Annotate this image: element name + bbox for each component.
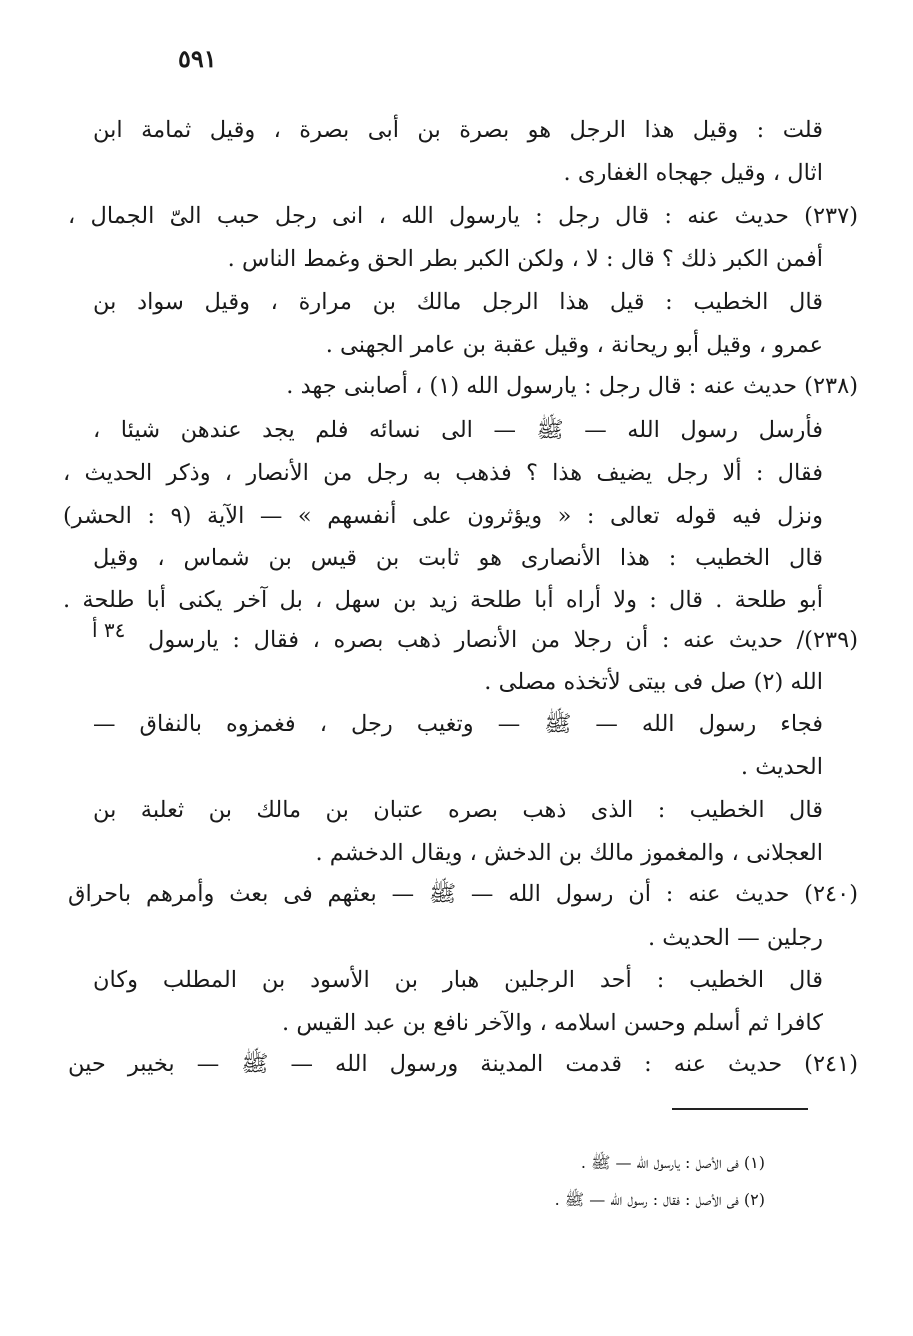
footnote-divider xyxy=(672,1108,808,1110)
text-line: الحديث . xyxy=(740,754,823,780)
text-line: فأرسل رسول الله — ﷺ — الى نسائه فلم يجد عندهن شيئا ، xyxy=(93,417,823,443)
text-line: (٢٤٠) حديث عنه : أن رسول الله — ﷺ — بعثهم فى بعث وأمرهم باحراق xyxy=(68,881,858,907)
text-line: ونزل فيه قوله تعالى : « ويؤثرون على أنفسهم » — الآية (٩ : الحشر) xyxy=(63,503,823,529)
text-line: فجاء رسول الله — ﷺ — وتغيب رجل ، فغمزوه بالنفاق — xyxy=(93,711,823,737)
margin-folio-note: ٣٤ أ xyxy=(92,618,126,642)
text-line: (٢٣٧) حديث عنه : قال رجل : يارسول الله ، انى رجل حبب الىّ الجمال ، xyxy=(68,203,858,229)
text-line: (٢٣٩)/ حديث عنه : أن رجلا من الأنصار ذهب بصره ، فقال : يارسول xyxy=(148,627,858,653)
text-line: أبو طلحة . قال : ولا أراه أبا طلحة زيد بن سهل ، بل آخر يكنى أبا طلحة . xyxy=(63,587,823,613)
text-line: قال الخطيب : الذى ذهب بصره عتبان بن مالك بن ثعلبة بن xyxy=(93,797,823,823)
text-line: اثال ، وقيل جهجاه الغفارى . xyxy=(563,160,823,186)
footnote: (١) فى الأصل : يارسول الله — ﷺ . xyxy=(580,1153,765,1172)
text-line: العجلانى ، والمغموز مالك بن الدخش ، ويقال الدخشم . xyxy=(315,840,823,866)
text-line: قال الخطيب : قيل هذا الرجل مالك بن مرارة ، وقيل سواد بن xyxy=(93,289,823,315)
text-line: الله (٢) صل فى بيتى لأتخذه مصلى . xyxy=(484,669,823,695)
page-number: ٥٩١ xyxy=(178,44,217,73)
text-line: (٢٣٨) حديث عنه : قال رجل : يارسول الله (١) ، أصابنى جهد . xyxy=(286,373,858,399)
text-line: فقال : ألا رجل يضيف هذا ؟ فذهب به رجل من الأنصار ، وذكر الحديث ، xyxy=(63,460,823,486)
text-line: كافرا ثم أسلم وحسن اسلامه ، والآخر نافع بن عبد القيس . xyxy=(282,1010,823,1036)
text-line: قلت : وقيل هذا الرجل هو بصرة بن أبى بصرة ، وقيل ثمامة ابن xyxy=(93,117,823,143)
text-line: قال الخطيب : هذا الأنصارى هو ثابت بن قيس بن شماس ، وقيل xyxy=(93,545,823,571)
footnote: (٢) فى الأصل : فقال : رسول الله — ﷺ . xyxy=(554,1190,765,1209)
text-line: رجلين — الحديث . xyxy=(647,925,823,951)
text-line: (٢٤١) حديث عنه : قدمت المدينة ورسول الله — ﷺ — بخيبر حين xyxy=(68,1051,858,1077)
text-line: عمرو ، وقيل أبو ريحانة ، وقيل عقبة بن عامر الجهنى . xyxy=(325,332,823,358)
text-line: قال الخطيب : أحد الرجلين هبار بن الأسود بن المطلب وكان xyxy=(93,967,823,993)
text-line: أفمن الكبر ذلك ؟ قال : لا ، ولكن الكبر بطر الحق وغمط الناس . xyxy=(227,246,823,272)
